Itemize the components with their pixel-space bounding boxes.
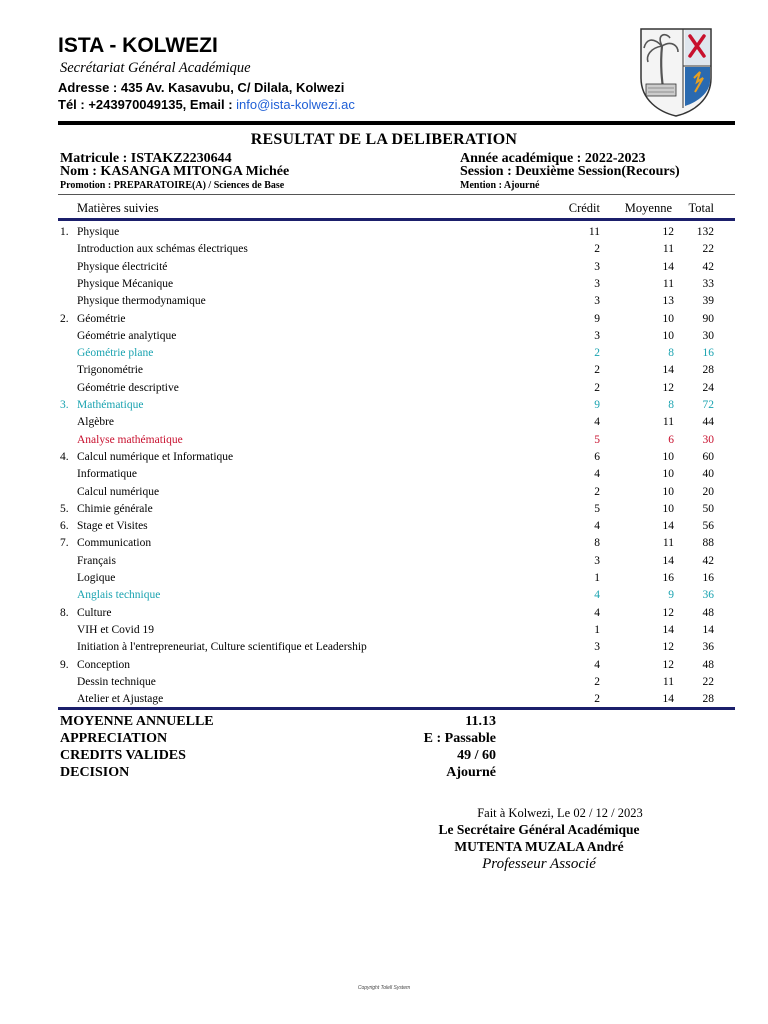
row-number: 5. [60,502,69,515]
student-name: Nom : KASANGA MITONGA Michée [60,164,290,179]
table-row [0,243,768,260]
course-moyenne: 8 [668,399,674,411]
course-moyenne: 11 [662,537,674,550]
course-credit: 3 [594,329,600,342]
course-name: Physique Mécanique [77,277,174,290]
course-credit: 2 [594,693,600,706]
course-credit: 9 [594,399,600,411]
course-moyenne: 12 [662,381,674,394]
course-name: Dessin technique [77,675,156,688]
course-moyenne: 14 [662,623,674,636]
page-title: RESULTAT DE LA DELIBERATION [250,131,518,148]
table-row [0,382,768,399]
column-header-total: Total [688,201,714,215]
course-name: Français [77,554,116,567]
course-credit: 2 [594,485,600,498]
header-divider [58,121,735,125]
table-row [0,261,768,278]
course-name: Physique [77,226,120,238]
column-header-moyenne: Moyenne [624,201,672,215]
academic-year: Année académique : 2022-2023 [460,151,646,166]
course-name: Calcul numérique et Informatique [77,450,234,463]
course-total: 90 [702,312,714,325]
moyenne-value: 11.13 [465,714,496,729]
course-name: Conception [77,658,131,671]
course-total: 88 [702,537,714,550]
course-total: 14 [702,623,714,636]
course-total: 42 [702,554,714,567]
course-name: Communication [77,537,152,550]
course-moyenne: 11 [662,675,674,688]
course-total: 56 [702,520,714,533]
course-name: Géométrie descriptive [77,381,179,394]
course-credit: 5 [594,502,600,515]
course-credit: 2 [594,347,600,360]
course-moyenne: 12 [662,606,674,619]
course-moyenne: 10 [662,468,674,481]
table-row [0,503,768,520]
table-row [0,520,768,537]
phone-text: Tél : +243970049135, Email : [58,97,237,112]
column-header-matieres: Matières suivies [77,201,159,215]
exam-session: Session : Deuxième Session(Recours) [460,164,680,179]
course-moyenne: 13 [662,295,674,308]
table-row [0,278,768,295]
course-total: 28 [702,693,714,706]
course-credit: 1 [594,572,600,584]
course-name: Stage et Visites [77,520,148,533]
table-row [0,295,768,312]
table-row [0,641,768,658]
course-name: Physique électricité [77,260,168,273]
course-name: Géométrie analytique [77,329,177,342]
course-name: Logique [77,572,116,584]
column-header-credit: Crédit [568,201,600,215]
course-total: 39 [702,295,714,308]
appreciation-label: APPRECIATION [60,731,168,746]
school-address: Adresse : 435 Av. Kasavubu, C/ Dilala, Kolwezi [58,80,345,95]
course-moyenne: 12 [662,658,674,671]
copyright-notice: Copyright Tolell System [357,985,411,991]
row-number: 6. [60,520,69,533]
course-total: 28 [702,364,714,377]
course-name: Calcul numérique [77,485,160,498]
table-bottom-rule [58,707,735,710]
signatory-title: Le Secrétaire Général Académique [438,822,640,837]
course-total: 48 [702,658,714,671]
course-credit: 1 [594,623,600,636]
course-name: Informatique [77,468,138,481]
course-moyenne: 16 [662,572,674,584]
course-moyenne: 9 [668,589,674,602]
course-total: 36 [702,589,714,602]
school-subtitle: Secrétariat Général Académique [60,60,251,76]
credits-label: CREDITS VALIDES [60,748,186,763]
course-credit: 2 [594,381,600,394]
course-credit: 3 [594,277,600,290]
course-total: 42 [702,260,714,273]
course-name: VIH et Covid 19 [77,623,154,636]
course-total: 20 [702,485,714,498]
table-row [0,226,768,243]
course-credit: 4 [594,606,600,619]
course-credit: 4 [594,416,600,429]
signatory-role: Professeur Associé [482,856,596,872]
row-number: 7. [60,537,69,550]
course-moyenne: 10 [662,450,674,463]
table-row [0,330,768,347]
table-row [0,607,768,624]
credits-value: 49 / 60 [457,748,496,763]
course-credit: 4 [594,468,600,481]
table-row [0,537,768,554]
course-total: 60 [702,450,714,463]
row-number: 8. [60,606,69,619]
table-row [0,468,768,485]
place-date: Fait à Kolwezi, Le 02 / 12 / 2023 [477,806,643,820]
course-moyenne: 10 [662,329,674,342]
course-moyenne: 10 [662,502,674,515]
course-moyenne: 11 [662,277,674,290]
school-name: ISTA - KOLWEZI [58,34,218,57]
course-credit: 3 [594,554,600,567]
row-number: 1. [60,226,69,238]
table-row [0,347,768,364]
student-promotion: Promotion : PREPARATOIRE(A) / Sciences de Base [60,180,285,191]
course-moyenne: 12 [662,226,674,238]
row-number: 2. [60,312,69,325]
course-credit: 3 [594,260,600,273]
course-moyenne: 6 [668,433,674,446]
course-total: 33 [702,277,714,290]
course-total: 132 [696,226,714,238]
course-name: Atelier et Ajustage [77,693,164,706]
course-total: 44 [702,416,714,429]
course-total: 30 [702,433,714,446]
course-name: Culture [77,606,112,619]
course-credit: 5 [594,433,600,446]
course-credit: 2 [594,364,600,377]
course-credit: 4 [594,658,600,671]
course-total: 16 [702,572,714,584]
course-credit: 9 [594,312,600,325]
course-moyenne: 11 [662,416,674,429]
table-header-bottom-rule [58,218,735,221]
course-total: 22 [702,243,714,256]
course-name: Chimie générale [77,502,153,515]
moyenne-label: MOYENNE ANNUELLE [60,714,214,729]
table-row [0,486,768,503]
course-moyenne: 12 [662,641,674,654]
course-name: Analyse mathématique [77,433,183,446]
course-credit: 2 [594,243,600,256]
course-name: Anglais technique [77,589,161,602]
table-row [0,555,768,572]
table-row [0,399,768,416]
course-moyenne: 14 [662,364,674,377]
course-credit: 4 [594,520,600,533]
table-row [0,659,768,676]
signatory-name: MUTENTA MUZALA André [454,839,624,854]
course-moyenne: 14 [662,554,674,567]
course-total: 22 [702,675,714,688]
course-moyenne: 14 [662,693,674,706]
course-name: Géométrie [77,312,126,325]
decision-value: Ajourné [446,765,496,780]
table-row [0,624,768,641]
course-name: Géométrie plane [77,347,154,360]
course-total: 72 [702,399,714,411]
course-moyenne: 8 [668,347,674,360]
course-total: 36 [702,641,714,654]
decision-label: DECISION [60,765,130,780]
table-row [0,313,768,330]
course-moyenne: 10 [662,312,674,325]
student-mention: Mention : Ajourné [460,180,540,191]
table-row [0,451,768,468]
course-total: 16 [702,347,714,360]
student-matricule: Matricule : ISTAKZ2230644 [60,151,232,166]
course-name: Initiation à l'entrepreneuriat, Culture scientifique et Leadership [77,641,367,654]
course-credit: 11 [588,226,600,238]
table-row [0,364,768,381]
course-credit: 3 [594,641,600,654]
appreciation-value: E : Passable [423,731,496,746]
table-row [0,589,768,606]
table-row [0,676,768,693]
course-name: Algèbre [77,416,115,429]
email-link[interactable]: info@ista-kolwezi.ac [236,97,355,112]
course-total: 24 [702,381,714,394]
course-credit: 2 [594,675,600,688]
table-row [0,434,768,451]
course-credit: 6 [594,450,600,463]
course-name: Trigonométrie [77,364,144,377]
school-contact [58,97,355,112]
course-credit: 3 [594,295,600,308]
table-row [0,572,768,589]
course-moyenne: 14 [662,260,674,273]
course-name: Mathématique [77,399,144,411]
shield-crest-icon [638,26,714,118]
table-row [0,416,768,433]
course-total: 48 [702,606,714,619]
course-name: Introduction aux schémas électriques [77,243,248,256]
table-header-top-rule [58,194,735,195]
course-credit: 4 [594,589,600,602]
course-moyenne: 10 [662,485,674,498]
course-credit: 8 [594,537,600,550]
course-total: 50 [702,502,714,515]
row-number: 9. [60,658,69,671]
row-number: 4. [60,450,69,463]
course-name: Physique thermodynamique [77,295,206,308]
course-total: 30 [702,329,714,342]
row-number: 3. [60,399,69,411]
course-moyenne: 11 [662,243,674,256]
course-total: 40 [702,468,714,481]
course-moyenne: 14 [662,520,674,533]
